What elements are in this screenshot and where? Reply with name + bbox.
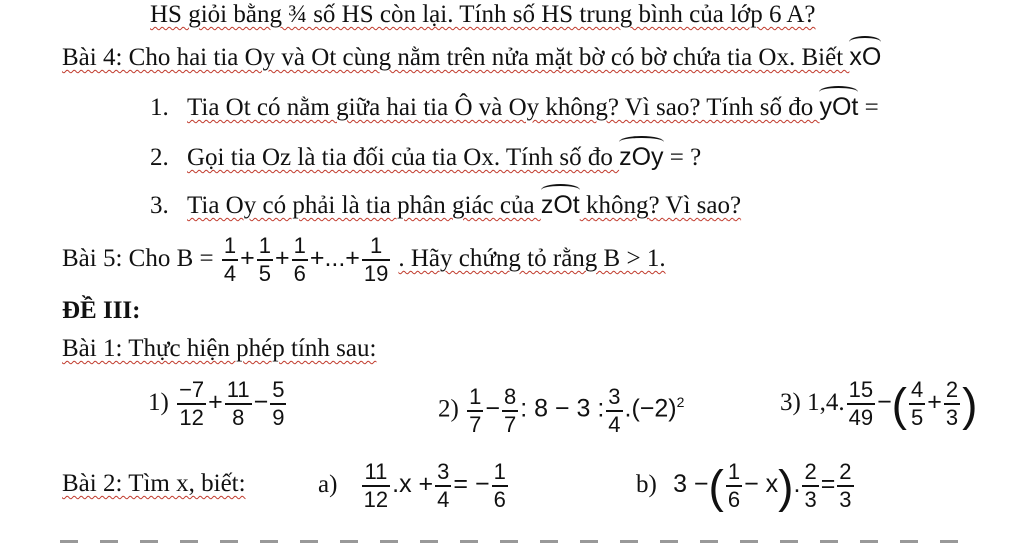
- q1-equals: =: [864, 94, 879, 121]
- frac-11-8: $\frac{11}{8}$: [226, 377, 250, 431]
- frac-a-3-4: $\frac{3}{4}$: [437, 459, 450, 513]
- q1-text: Tia Ot có nằm giữa hai tia Ô và Oy không? Vì sao? Tính số đo: [187, 94, 820, 121]
- bai4-question-2: [150, 142, 701, 173]
- problem-3: [780, 372, 977, 433]
- p3-minus: −: [877, 388, 892, 416]
- a-label: a): [318, 471, 338, 498]
- angle-xo: xO: [849, 43, 882, 71]
- p2-exponent: 2: [676, 394, 685, 410]
- q2-number: 2.: [150, 144, 169, 171]
- q3-number: 3.: [150, 192, 169, 219]
- frac-1-6-a: $\frac{1}{6}$: [493, 459, 506, 513]
- p3-label: 3) 1,4.: [780, 389, 845, 416]
- de-iii-text: ĐỀ III:: [62, 297, 141, 324]
- frac-3-4: $\frac{3}{4}$: [608, 383, 621, 437]
- problem-2: [438, 372, 684, 439]
- q2-text: Gọi tia Oz là tia đối của tia Ox. Tính số đo: [187, 144, 620, 171]
- p2-label: 2): [438, 395, 459, 423]
- b-dot: .: [793, 470, 801, 498]
- q2-end: = ?: [663, 144, 702, 171]
- bai1-heading: [62, 334, 376, 364]
- bai2-text: Bài 2: Tìm x, biết:: [62, 470, 246, 497]
- bai1-text: Bài 1: Thực hiện phép tính sau:: [62, 335, 377, 362]
- bai2-part-a: [318, 452, 510, 517]
- p2-mid: : 8 − 3 :: [520, 394, 605, 423]
- bai4-question-1: [150, 92, 879, 123]
- p3-open-paren: (: [891, 378, 907, 431]
- plus-2: +: [274, 244, 290, 272]
- bai5-end: . Hãy chứng tỏ rằng B > 1.: [398, 245, 666, 272]
- frac-5-9: $\frac{5}{9}$: [272, 377, 285, 431]
- plus-1: +: [240, 244, 255, 272]
- bai5-lead: Bài 5: Cho B =: [62, 245, 220, 272]
- b-eq: =: [820, 470, 836, 498]
- frac-11-12: $\frac{11}{12}$: [363, 459, 389, 513]
- angle-yot: yOt: [819, 93, 859, 121]
- p2-minus: −: [485, 394, 500, 423]
- bai4-statement: [62, 42, 881, 73]
- p2-tail: .(−2): [624, 394, 677, 423]
- frac-4-5: $\frac{4}{5}$: [911, 377, 924, 431]
- angle-zot: zOt: [540, 191, 580, 219]
- frac-1-4: $\frac{1}{4}$: [223, 233, 237, 287]
- frac-2-3: $\frac{2}{3}$: [945, 377, 959, 431]
- p1-minus: −: [253, 388, 269, 416]
- frac-8-7: $\frac{8}{7}$: [503, 383, 517, 437]
- b-start: 3 −: [673, 470, 709, 498]
- bai2-part-b: [636, 452, 856, 517]
- line-hs-gioi: [150, 0, 816, 30]
- a-x: .x +: [392, 470, 434, 498]
- frac-1-7: $\frac{1}{7}$: [469, 383, 482, 437]
- frac-1-5: $\frac{1}{5}$: [258, 233, 271, 287]
- de-iii-heading: [62, 296, 141, 326]
- problem-1: [148, 372, 288, 433]
- b-close-paren: ): [778, 460, 794, 513]
- b-minus-x: − x: [744, 470, 779, 498]
- angle-zoy: zOy: [619, 143, 664, 171]
- dots: +...+: [309, 244, 360, 272]
- b-open-paren: (: [708, 460, 724, 513]
- q3-text: Tia Oy có phải là tia phân giác của: [187, 192, 541, 219]
- p1-plus: +: [208, 388, 223, 416]
- bai4-question-3: [150, 190, 741, 221]
- bai5-statement: [62, 230, 666, 287]
- q1-number: 1.: [150, 94, 169, 121]
- a-eq: = −: [453, 470, 490, 498]
- frac-15-49: $\frac{15}{49}$: [848, 377, 874, 431]
- frac-2-3-b2: $\frac{2}{3}$: [839, 459, 852, 513]
- cut-off-next-line: [60, 530, 1020, 538]
- frac-2-3-b1: $\frac{2}{3}$: [804, 459, 817, 513]
- q3-end: không? Vì sao?: [579, 192, 742, 219]
- bai2-row: [62, 452, 246, 516]
- b-label: b): [636, 471, 657, 498]
- p3-close-paren: ): [962, 378, 978, 431]
- text-hs-gioi: HS giỏi bằng ¾ số HS còn lại. Tính số HS trung bình của lớp 6 A?: [150, 1, 816, 28]
- bai4-text: Bài 4: Cho hai tia Oy và Ot cùng nằm trên nửa mặt bờ có bờ chứa tia Ox. Biết: [62, 44, 850, 71]
- frac-1-6: $\frac{1}{6}$: [293, 233, 306, 287]
- p3-plus: +: [927, 388, 942, 416]
- p1-label: 1): [148, 389, 169, 416]
- frac-1-6-b: $\frac{1}{6}$: [727, 459, 741, 513]
- frac-m7-12: $\frac{-7}{12}$: [179, 377, 205, 431]
- frac-1-19: $\frac{1}{19}$: [363, 233, 389, 287]
